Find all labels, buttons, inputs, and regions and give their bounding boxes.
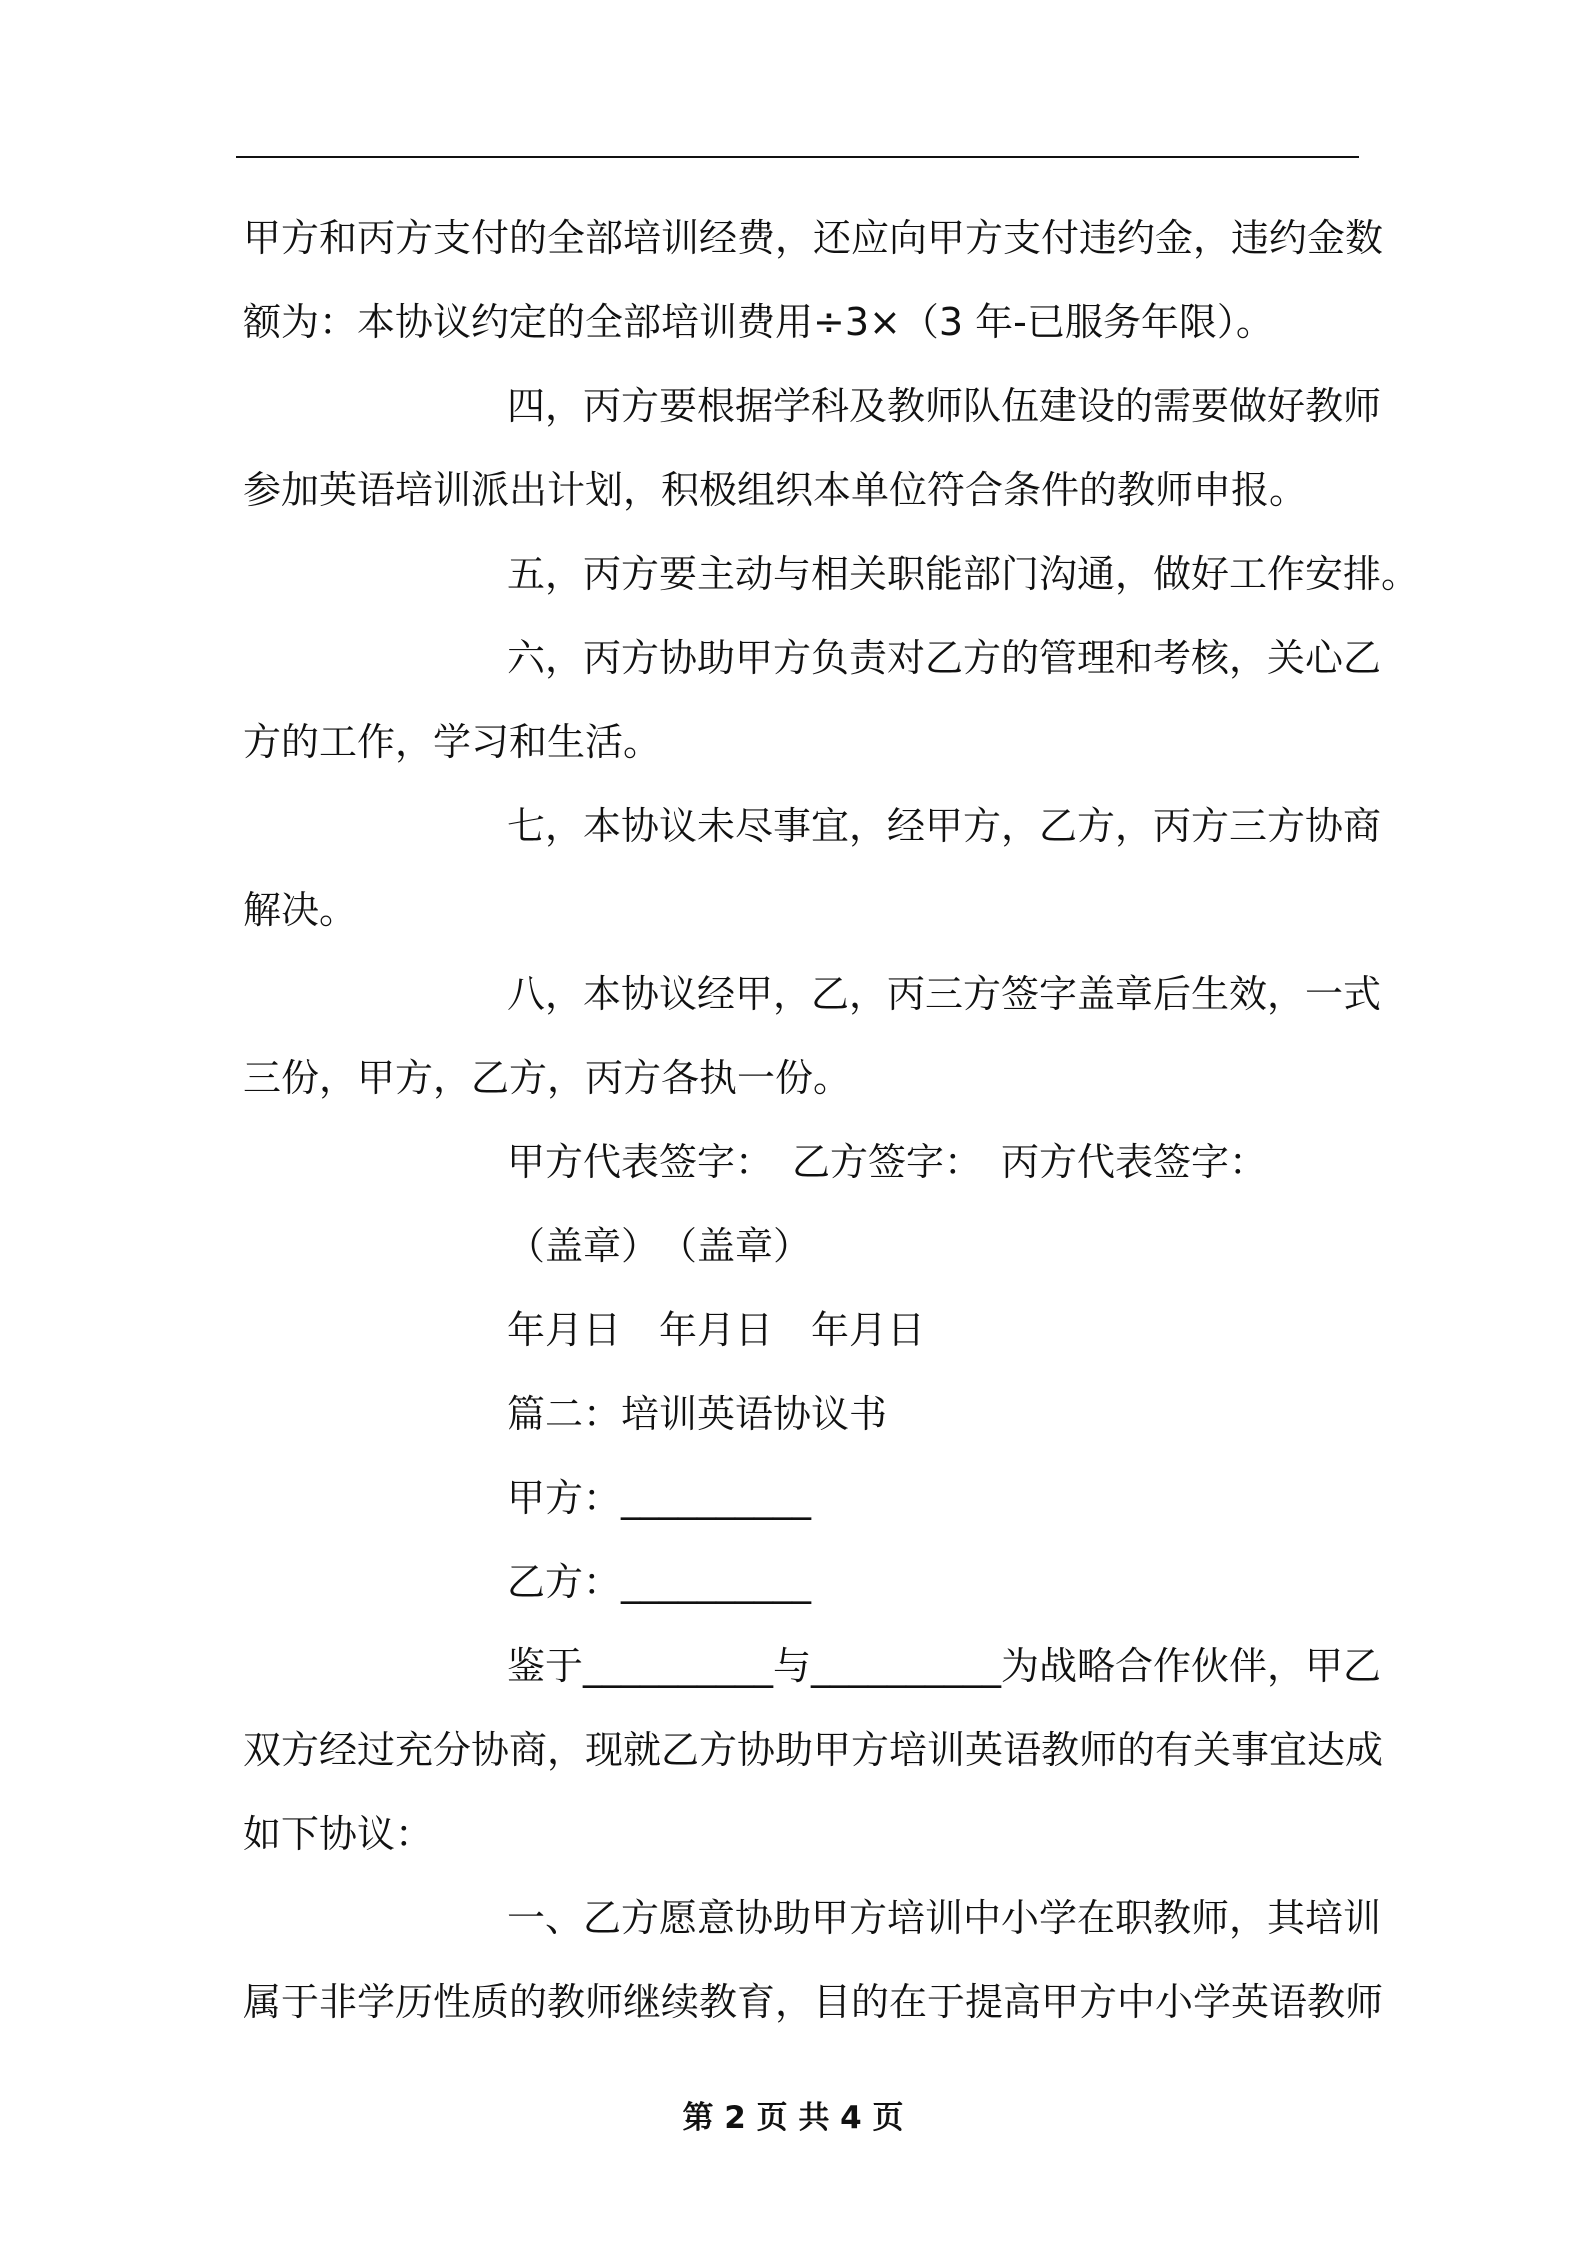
paragraph-line: 属于非学历性质的教师继续教育，目的在于提高甲方中小学英语教师 — [243, 1980, 1384, 2024]
date-line: 年月日 年月日 年月日 — [507, 1308, 926, 1352]
paragraph-line: 五，丙方要主动与相关职能部门沟通，做好工作安排。 — [507, 552, 1420, 596]
paragraph-line: 解决。 — [243, 888, 358, 932]
document-body — [243, 196, 1420, 2044]
paragraph-line: 如下协议： — [243, 1812, 434, 1856]
paragraph-line: 方的工作，学习和生活。 — [243, 720, 662, 764]
paragraph-line: 七，本协议未尽事宜，经甲方，乙方，丙方三方协商 — [507, 804, 1382, 848]
party-b-line: 乙方：__________ — [507, 1560, 812, 1604]
paragraph-line: 甲方和丙方支付的全部培训经费，还应向甲方支付违约金，违约金数 — [243, 216, 1384, 260]
seal-line: （盖章） （盖章） — [507, 1224, 812, 1268]
party-a-line: 甲方：__________ — [507, 1476, 812, 1520]
paragraph-line: 额为：本协议约定的全部培训费用÷3×（3 年-已服务年限）。 — [243, 300, 1274, 344]
paragraph-line: 八，本协议经甲，乙，丙三方签字盖章后生效，一式 — [507, 972, 1382, 1016]
paragraph-line: 双方经过充分协商，现就乙方协助甲方培训英语教师的有关事宜达成 — [243, 1728, 1384, 1772]
paragraph-line: 鉴于__________与__________为战略合作伙伴，甲乙 — [507, 1644, 1382, 1688]
paragraph-line: 一、乙方愿意协助甲方培训中小学在职教师，其培训 — [507, 1896, 1382, 1940]
paragraph-line: 四，丙方要根据学科及教师队伍建设的需要做好教师 — [507, 384, 1382, 428]
section-title: 篇二：培训英语协议书 — [507, 1392, 888, 1436]
paragraph-line: 参加英语培训派出计划，积极组织本单位符合条件的教师申报。 — [243, 468, 1308, 512]
header-rule — [236, 156, 1359, 158]
page-number: 第 2 页 共 4 页 — [682, 2100, 904, 2136]
signature-line: 甲方代表签字： 乙方签字： 丙方代表签字： — [507, 1140, 1268, 1184]
paragraph-line: 六，丙方协助甲方负责对乙方的管理和考核，关心乙 — [507, 636, 1382, 680]
paragraph-line: 三份，甲方，乙方，丙方各执一份。 — [243, 1056, 852, 1100]
